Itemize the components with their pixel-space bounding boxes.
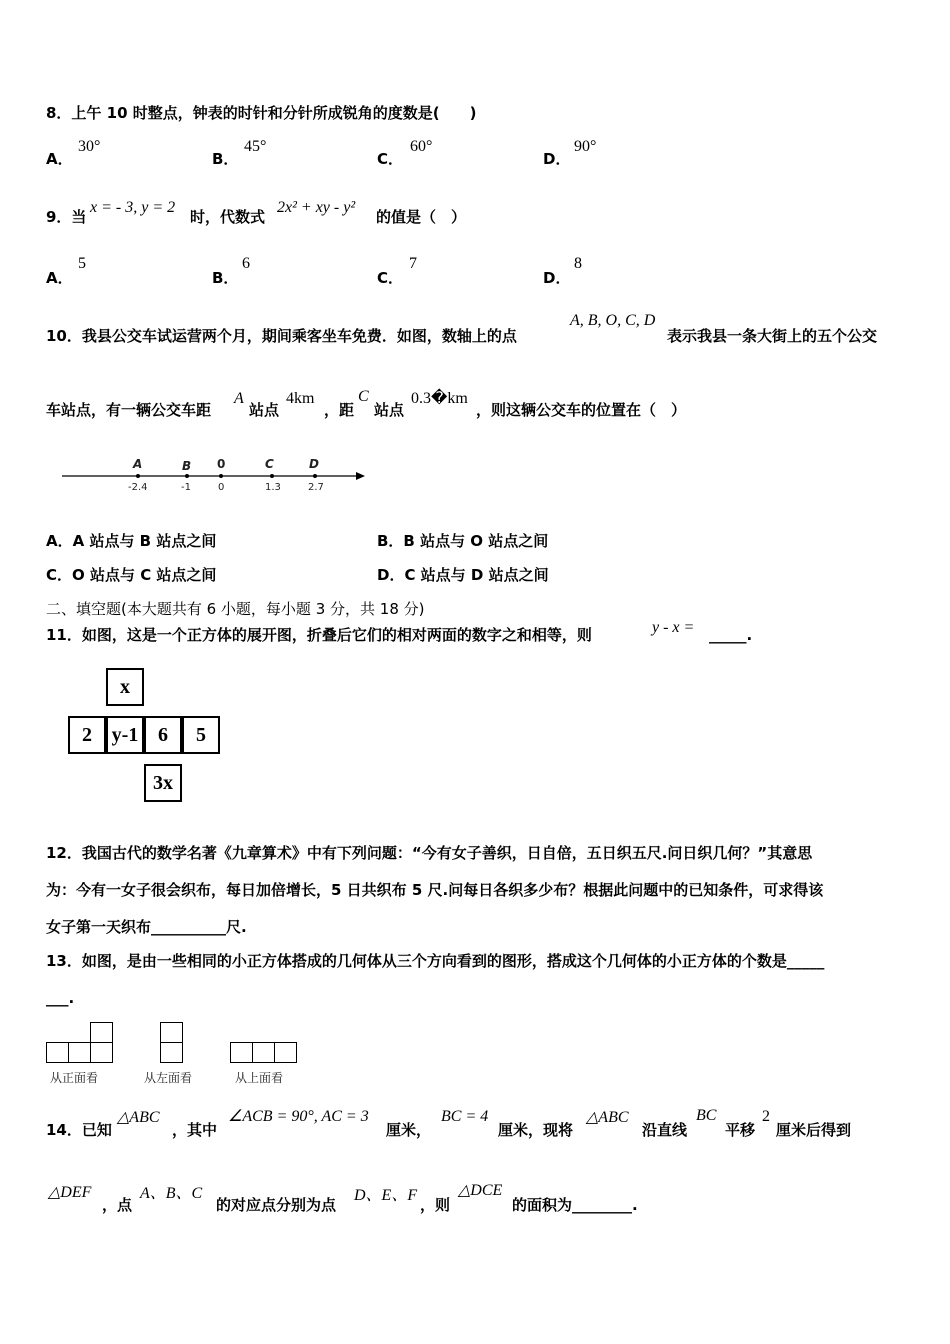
q12-line1: 12．我国古代的数学名著《九章算术》中有下列问题：“今有女子善织，日自倍，五日织五尺.问日织几何？”其意思: [46, 844, 813, 862]
q14-triangle-abc-2: △ABC: [586, 1109, 629, 1126]
q11-text: 11．如图，这是一个正方体的展开图，折叠后它们的相对两面的数字之和相等，则: [46, 626, 592, 644]
q8-stem: 8．上午 10 时整点，钟表的时针和分针所成锐角的度数是( ): [46, 104, 477, 122]
q14-distance: 2: [762, 1108, 770, 1125]
q14-triangle-dce: △DCE: [458, 1182, 503, 1199]
q10-line2-c: ，距: [324, 401, 355, 419]
q10-line2-b: 站点: [249, 401, 280, 419]
q9-condition: x = - 3, y = 2: [90, 199, 176, 216]
q8-option-d-value: 90°: [574, 138, 597, 155]
axis-value-b: -1: [181, 482, 191, 493]
axis-label-d: D: [309, 457, 319, 471]
q14-l1f: 平移: [725, 1121, 756, 1139]
q9-mid: 时，代数式: [190, 208, 266, 226]
axis-label-b: B: [182, 459, 192, 473]
q10-station-c: C: [358, 388, 369, 405]
q10-option-c: C．O 站点与 C 站点之间: [46, 566, 217, 584]
net-cell-6: 6: [144, 716, 182, 754]
front-view-square: [46, 1042, 69, 1063]
q14-l1e: 沿直线: [642, 1121, 688, 1139]
q14-l2c: ，则: [420, 1196, 451, 1214]
q10-option-d: D．C 站点与 D 站点之间: [377, 566, 549, 584]
front-view-square: [68, 1042, 91, 1063]
net-cell-x: x: [106, 668, 144, 706]
axis-value-d: 2.7: [308, 482, 324, 493]
q9-option-a-letter: A．: [46, 269, 73, 287]
top-view-square: [252, 1042, 275, 1063]
axis-label-c: C: [265, 457, 274, 471]
q10-distance-a: 4km: [286, 390, 315, 407]
q9-option-c-value: 7: [409, 255, 417, 272]
q9-option-b-letter: B．: [212, 269, 239, 287]
net-cell-y-1: y-1: [106, 716, 144, 754]
q10-line1-prefix: 10．我县公交车试运营两个月，期间乘客坐车免费．如图，数轴上的点: [46, 327, 517, 345]
q14-l1c: 厘米，: [386, 1121, 432, 1139]
q14-condition: ∠ACB = 90°, AC = 3: [228, 1108, 369, 1125]
q14-bc-line: BC: [696, 1107, 717, 1124]
q9-suffix: 的值是（ ）: [376, 208, 467, 226]
axis-value-c: 1.3: [265, 482, 281, 493]
number-line: [60, 452, 370, 502]
q14-l1d: 厘米，现将: [498, 1121, 574, 1139]
q10-station-a: A: [234, 390, 244, 407]
q8-option-d-letter: D．: [543, 150, 571, 168]
number-line-figure: [60, 452, 370, 502]
cube-net-figure: [66, 668, 226, 808]
net-cell-2: 2: [68, 716, 106, 754]
q11-expression: y - x =: [652, 619, 695, 636]
q13-line1: 13．如图，是由一些相同的小正方体搭成的几何体从三个方向看到的图形，搭成这个几何体的小正方体的个数是_____: [46, 952, 825, 970]
q8-option-b-value: 45°: [244, 138, 267, 155]
q14-l2d: 的面积为________.: [512, 1196, 638, 1214]
q9-prefix: 9．当: [46, 208, 87, 226]
axis-value-a: -2.4: [128, 482, 148, 493]
q14-l1b: ，其中: [172, 1121, 218, 1139]
q8-option-a-value: 30°: [78, 138, 101, 155]
q9-option-d-value: 8: [574, 255, 582, 272]
axis-label-a: A: [133, 457, 143, 471]
q10-distance-c: 0.3�km: [411, 390, 468, 407]
q9-option-b-value: 6: [242, 255, 250, 272]
q12-line2: 为：今有一女子很会织布，每日加倍增长，5 日共织布 5 尺.问每日各织多少布？根据此问题中的已知条件，可求得该: [46, 881, 824, 899]
q13-line2: ___.: [46, 989, 75, 1007]
axis-value-o: 0: [218, 482, 225, 493]
net-cell-3x: 3x: [144, 764, 182, 802]
q14-points-def: D、E、F: [354, 1187, 418, 1204]
left-view-square: [160, 1022, 183, 1043]
q9-option-a-value: 5: [78, 255, 86, 272]
q10-option-a: A．A 站点与 B 站点之间: [46, 532, 217, 550]
q14-l1a: 14．已知: [46, 1121, 112, 1139]
front-view-square: [90, 1042, 113, 1063]
left-view-square: [160, 1042, 183, 1063]
q12-line3: 女子第一天织布__________尺.: [46, 918, 247, 936]
q14-l2b: 的对应点分别为点: [216, 1196, 337, 1214]
front-view-label: 从正面看: [50, 1071, 99, 1085]
top-view-label: 从上面看: [235, 1071, 284, 1085]
left-view-label: 从左面看: [144, 1071, 193, 1085]
axis-label-o: 0: [217, 457, 226, 471]
q10-line2-e: ，则这辆公交车的位置在（ ）: [476, 401, 687, 419]
net-cell-5: 5: [182, 716, 220, 754]
top-view-square: [274, 1042, 297, 1063]
q10-option-b: B．B 站点与 O 站点之间: [377, 532, 549, 550]
q8-option-b-letter: B．: [212, 150, 239, 168]
q9-option-d-letter: D．: [543, 269, 571, 287]
q14-l1g: 厘米后得到: [776, 1121, 852, 1139]
top-view-square: [230, 1042, 253, 1063]
q14-triangle-def: △DEF: [48, 1184, 92, 1201]
q14-bc-length: BC = 4: [441, 1108, 489, 1125]
q14-points-abc: A、B、C: [140, 1185, 203, 1202]
q10-line1-suffix: 表示我县一条大街上的五个公交: [667, 327, 878, 345]
q10-line2-a: 车站点，有一辆公交车距: [46, 401, 212, 419]
q14-triangle-abc: △ABC: [117, 1109, 160, 1126]
front-view-square: [90, 1022, 113, 1043]
q8-option-a-letter: A．: [46, 150, 73, 168]
q8-option-c-letter: C．: [377, 150, 404, 168]
q11-blank: _____.: [709, 626, 753, 644]
q9-expression: 2x² + xy - y²: [277, 199, 356, 216]
q14-l2a: ，点: [102, 1196, 133, 1214]
q9-option-c-letter: C．: [377, 269, 404, 287]
q10-line2-d: 站点: [374, 401, 405, 419]
q10-points: A, B, O, C, D: [570, 312, 656, 329]
section-heading-fill-in: 二、填空题(本大题共有 6 小题，每小题 3 分，共 18 分): [46, 600, 425, 618]
q8-option-c-value: 60°: [410, 138, 433, 155]
three-views-figure: [44, 1019, 314, 1089]
